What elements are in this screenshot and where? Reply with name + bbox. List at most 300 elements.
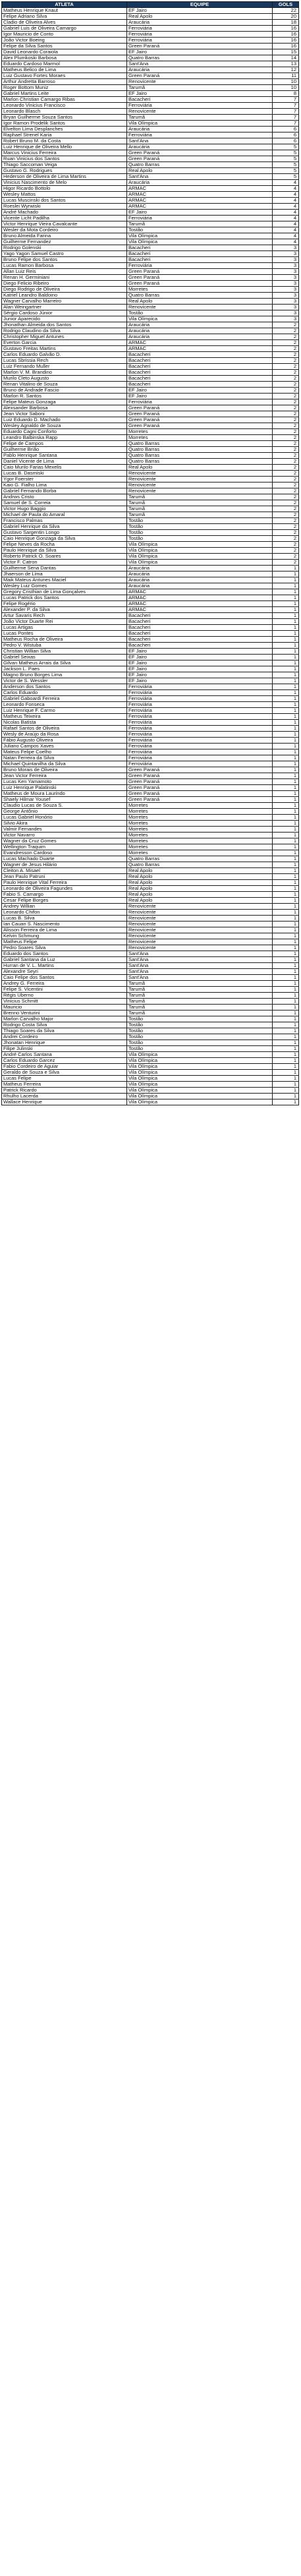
athlete-cell: João Victor Duarte Rei (2, 619, 127, 625)
athlete-cell: Wagner Carvalho Marreiro (2, 299, 127, 305)
team-cell: Renovicente (127, 945, 273, 951)
athlete-cell: Guilherme Sena Dantas (2, 566, 127, 571)
goals-cell: 4 (273, 221, 299, 227)
table-row (2, 316, 299, 322)
athlete-cell: Alex Plumkoski Barbosa (2, 55, 127, 61)
team-cell: Green Paraná (127, 791, 273, 797)
athlete-cell: Leonardo Vinicius Francisco (2, 103, 127, 109)
athlete-cell: Paulo Henrique Vital Ferreira (2, 880, 127, 886)
team-cell: Ferroviária (127, 714, 273, 720)
team-cell: Tarumã (127, 494, 273, 500)
table-row (2, 708, 299, 714)
table-row (2, 216, 299, 221)
athlete-cell: Carlos Eduardo Galvão D. (2, 352, 127, 358)
goals-cell: 3 (273, 316, 299, 322)
table-row (2, 471, 299, 477)
team-cell: Vila Olímpica (127, 560, 273, 566)
goals-cell: 7 (273, 109, 299, 115)
goals-cell: 1 (273, 951, 299, 957)
table-row (2, 14, 299, 20)
table-row (2, 364, 299, 370)
table-row (2, 91, 299, 97)
table-row (2, 1058, 299, 1064)
table-row (2, 67, 299, 73)
team-cell: Quatro Barras (127, 441, 273, 447)
athlete-cell: Wellington Traquim (2, 844, 127, 850)
team-cell: Vila Olímpica (127, 316, 273, 322)
team-cell: Tostão (127, 1016, 273, 1022)
athlete-cell: Allan Luiz Reis (2, 269, 127, 275)
goals-cell: 1 (273, 1005, 299, 1010)
table-row (2, 239, 299, 245)
athlete-cell: Bruno Morais de Oliveira (2, 767, 127, 773)
athlete-cell: Andrey Willian (2, 904, 127, 910)
team-cell: Real Apolo (127, 898, 273, 904)
table-row (2, 483, 299, 488)
goals-cell: 2 (273, 530, 299, 536)
team-cell: Bacacheri (127, 364, 273, 370)
athlete-cell: Bryan Guilherme Souza Santos (2, 115, 127, 121)
goals-cell: 3 (273, 299, 299, 305)
athlete-cell: Gabriel Gaboardi Ferreira (2, 696, 127, 702)
athlete-cell: Rhulho Lacerda (2, 1094, 127, 1099)
athlete-cell: Wagner de Jesus Hilário (2, 862, 127, 868)
goals-cell: 1 (273, 1088, 299, 1094)
goals-cell: 2 (273, 548, 299, 554)
goals-cell: 1 (273, 761, 299, 767)
athlete-cell: Yago Yagon Samuel Castro (2, 251, 127, 257)
table-row (2, 779, 299, 785)
athlete-cell: Christopher Miguel Antunes (2, 334, 127, 340)
table-row (2, 987, 299, 993)
team-cell: ARMAC (127, 346, 273, 352)
team-cell: Sant'Ana (127, 61, 273, 67)
team-cell: EF Jairo (127, 49, 273, 55)
athlete-cell: Jean Victor Saboni (2, 411, 127, 417)
table-row (2, 198, 299, 204)
top-scorers-table (1, 1, 299, 1105)
athlete-cell: Ygor Foerster (2, 477, 127, 483)
goals-cell: 3 (273, 293, 299, 299)
athlete-cell: Leandro Balbinska Rapp (2, 435, 127, 441)
athlete-cell: Lucas Gabriel Honório (2, 815, 127, 821)
table-row (2, 696, 299, 702)
athlete-cell: Rodrigo Golenski (2, 245, 127, 251)
team-cell: Renovicente (127, 79, 273, 85)
table-row (2, 358, 299, 364)
team-cell: Bacacheri (127, 358, 273, 364)
table-row (2, 287, 299, 293)
athlete-cell: Shaely Hilmar Yousef (2, 797, 127, 803)
goals-cell: 4 (273, 227, 299, 233)
team-cell: Araucária (127, 566, 273, 571)
table-row (2, 993, 299, 999)
table-row (2, 305, 299, 310)
goals-cell: 1 (273, 619, 299, 625)
athlete-cell: Alexsander Barbosa (2, 405, 127, 411)
table-row (2, 429, 299, 435)
goals-cell: 4 (273, 198, 299, 204)
athlete-cell: Felipe Rogério (2, 601, 127, 607)
table-row (2, 49, 299, 55)
goals-cell: 1 (273, 821, 299, 827)
table-row (2, 417, 299, 423)
athlete-cell: Guilherme Brião (2, 447, 127, 453)
goals-cell: 1 (273, 613, 299, 619)
team-cell: Real Apolo (127, 892, 273, 898)
table-row (2, 352, 299, 358)
goals-cell: 2 (273, 399, 299, 405)
goals-cell: 2 (273, 560, 299, 566)
goals-cell: 3 (273, 263, 299, 269)
team-cell: ARMAC (127, 601, 273, 607)
goals-cell: 1 (273, 690, 299, 696)
goals-cell: 2 (273, 512, 299, 518)
team-cell: Quatro Barras (127, 293, 273, 299)
goals-cell: 1 (273, 868, 299, 874)
team-cell: Morretes (127, 815, 273, 821)
table-row (2, 1064, 299, 1070)
table-row (2, 340, 299, 346)
team-cell: Sant'Ana (127, 951, 273, 957)
goals-cell: 1 (273, 791, 299, 797)
athlete-cell: Bruno Felipe dos Santos (2, 257, 127, 263)
goals-cell: 2 (273, 376, 299, 382)
athlete-cell: Silvio Akira (2, 821, 127, 827)
team-cell: Vila Olímpica (127, 1082, 273, 1088)
athlete-cell: André Carlos Santana (2, 1052, 127, 1058)
athlete-cell: Rodrigo Costa Silva (2, 1022, 127, 1028)
athlete-cell: Arthur Andretta Barroso (2, 79, 127, 85)
table-row (2, 459, 299, 465)
athlete-cell: Ruan Vinicius dos Santos (2, 156, 127, 162)
goals-cell: 2 (273, 447, 299, 453)
table-row (2, 749, 299, 755)
athlete-cell: Leonardo Fonseca (2, 702, 127, 708)
goals-cell: 3 (273, 287, 299, 293)
athlete-cell: Patrick Ricardo (2, 1088, 127, 1094)
team-cell: Tarumã (127, 512, 273, 518)
table-row (2, 251, 299, 257)
athlete-cell: Sérgio Cardoso Júnior (2, 310, 127, 316)
team-cell: Real Apolo (127, 880, 273, 886)
athlete-cell: Wesley Luiz Gomes (2, 583, 127, 589)
goals-cell: 4 (273, 233, 299, 239)
table-row (2, 441, 299, 447)
athlete-cell: Marlon R. Santos (2, 394, 127, 399)
team-cell: Morretes (127, 821, 273, 827)
goals-cell: 2 (273, 370, 299, 376)
goals-cell: 2 (273, 483, 299, 488)
goals-cell: 1 (273, 625, 299, 631)
goals-cell: 15 (273, 49, 299, 55)
goals-cell: 2 (273, 500, 299, 506)
athlete-cell: Jackson L. Paes (2, 666, 127, 672)
table-row (2, 518, 299, 524)
table-row (2, 334, 299, 340)
table-row (2, 1016, 299, 1022)
team-cell: Bacacheri (127, 370, 273, 376)
goals-cell: 22 (273, 8, 299, 14)
athlete-cell: Victor Navarro (2, 833, 127, 838)
goals-cell: 2 (273, 322, 299, 328)
team-cell: Green Paraná (127, 150, 273, 156)
athlete-cell: Jean Paulo Patruni (2, 874, 127, 880)
team-cell: Tostão (127, 310, 273, 316)
athlete-cell: Renan Vitalino de Souza (2, 382, 127, 388)
goals-cell: 1 (273, 566, 299, 571)
athlete-cell: Junior Aparecido (2, 316, 127, 322)
team-cell: Tarumã (127, 981, 273, 987)
table-row (2, 263, 299, 269)
goals-cell: 1 (273, 827, 299, 833)
athlete-cell: Francisco Palmas (2, 518, 127, 524)
team-cell: Morretes (127, 803, 273, 809)
athlete-cell: Kelvin Schmung (2, 933, 127, 939)
goals-cell: 1 (273, 975, 299, 981)
team-cell: Vila Olímpica (127, 554, 273, 560)
team-cell: Green Paraná (127, 779, 273, 785)
athlete-cell: Jhaerson de Lima (2, 571, 127, 577)
athlete-cell: Marlon Carvalho Major (2, 1016, 127, 1022)
goals-cell: 7 (273, 103, 299, 109)
table-row (2, 922, 299, 927)
team-cell: Real Apolo (127, 886, 273, 892)
table-row (2, 1028, 299, 1034)
goals-cell: 1 (273, 1016, 299, 1022)
athlete-cell: Gabriel Luis de Oliveira Camargo (2, 26, 127, 32)
goals-cell: 1 (273, 779, 299, 785)
goals-cell: 1 (273, 583, 299, 589)
goals-cell: 4 (273, 180, 299, 186)
goals-cell: 1 (273, 660, 299, 666)
table-row (2, 453, 299, 459)
goals-cell: 1 (273, 963, 299, 969)
table-row (2, 856, 299, 862)
athlete-cell: Samuel de S. Correia (2, 500, 127, 506)
athlete-cell: Régis Uberno (2, 993, 127, 999)
athlete-cell: David Leonardo Coraiola (2, 49, 127, 55)
team-cell: Bacacheri (127, 382, 273, 388)
table-row (2, 346, 299, 352)
table-row (2, 536, 299, 542)
table-row (2, 957, 299, 963)
team-cell: Ferroviária (127, 38, 273, 44)
goals-cell: 1 (273, 797, 299, 803)
athlete-cell: Igor Ramon Prodelik Santos (2, 121, 127, 127)
team-cell: Tostão (127, 536, 273, 542)
goals-cell: 2 (273, 554, 299, 560)
athlete-cell: Vinicius Schmitt (2, 999, 127, 1005)
team-cell: Green Paraná (127, 773, 273, 779)
athlete-cell: Gregory Cristhian de Lima Gonçalves (2, 589, 127, 595)
goals-cell: 1 (273, 666, 299, 672)
goals-cell: 2 (273, 364, 299, 370)
goals-cell: 1 (273, 850, 299, 856)
team-cell: Real Apolo (127, 14, 273, 20)
table-row (2, 886, 299, 892)
athlete-cell: Guilherme Fernandez (2, 239, 127, 245)
table-row (2, 613, 299, 619)
goals-cell: 1 (273, 1040, 299, 1046)
athlete-cell: Thiago Soares da Silva (2, 1028, 127, 1034)
goals-cell: 6 (273, 138, 299, 144)
goals-cell: 7 (273, 115, 299, 121)
goals-cell: 4 (273, 210, 299, 216)
table-row (2, 1070, 299, 1076)
table-row (2, 97, 299, 103)
table-row (2, 524, 299, 530)
team-cell: Araucária (127, 334, 273, 340)
table-row (2, 767, 299, 773)
goals-cell: 3 (273, 245, 299, 251)
goals-cell: 1 (273, 655, 299, 660)
athlete-cell: Geraldo de Souza e Silva (2, 1070, 127, 1076)
table-row (2, 26, 299, 32)
team-cell: Bacacheri (127, 613, 273, 619)
athlete-cell: Jhonatan Henrique (2, 1040, 127, 1046)
team-cell: Tarumã (127, 999, 273, 1005)
goals-cell: 1 (273, 1082, 299, 1088)
table-row (2, 85, 299, 91)
goals-cell: 1 (273, 678, 299, 684)
team-cell: Araucária (127, 20, 273, 26)
team-cell: Araucária (127, 67, 273, 73)
table-row (2, 465, 299, 471)
goals-cell: 3 (273, 310, 299, 316)
team-cell: EF Jairo (127, 394, 273, 399)
team-cell: EF Jairo (127, 660, 273, 666)
table-row (2, 951, 299, 957)
team-cell: Renovicente (127, 904, 273, 910)
athlete-cell: Jhonathan Almeida dos Santos (2, 322, 127, 328)
table-row (2, 1010, 299, 1016)
athlete-cell: Lucas Sbrissia Rech (2, 358, 127, 364)
table-row (2, 797, 299, 803)
goals-cell: 1 (273, 744, 299, 749)
team-cell: Sant'Ana (127, 975, 273, 981)
team-cell: Green Paraná (127, 269, 273, 275)
athlete-cell: Fabio Cordeiro de Aguiar (2, 1064, 127, 1070)
team-cell: Araucária (127, 180, 273, 186)
athlete-cell: Lucas Ramon Barbosa (2, 263, 127, 269)
goals-cell: 1 (273, 1052, 299, 1058)
table-row (2, 844, 299, 850)
team-cell: Renovicente (127, 922, 273, 927)
athlete-cell: Caio Felipe dos Santos (2, 975, 127, 981)
table-row (2, 910, 299, 916)
table-row (2, 862, 299, 868)
team-cell: Real Apolo (127, 868, 273, 874)
goals-cell: 1 (273, 601, 299, 607)
goals-cell: 1 (273, 933, 299, 939)
table-row (2, 1040, 299, 1046)
athlete-cell: Lucas Muscinski dos Santos (2, 198, 127, 204)
athlete-cell: Marlon Christian Camargo Ribas (2, 97, 127, 103)
goals-cell: 2 (273, 441, 299, 447)
team-cell: Tostão (127, 1028, 273, 1034)
table-row (2, 643, 299, 649)
table-row (2, 904, 299, 910)
athlete-cell: Vinicius Nascimento de Melo (2, 180, 127, 186)
table-row (2, 233, 299, 239)
team-cell: Vila Olímpica (127, 1052, 273, 1058)
table-row (2, 566, 299, 571)
athlete-cell: Alexander P. da Silva (2, 607, 127, 613)
goals-cell: 2 (273, 494, 299, 500)
table-row (2, 79, 299, 85)
goals-cell: 5 (273, 174, 299, 180)
table-row (2, 548, 299, 554)
table-row (2, 1088, 299, 1094)
athlete-cell: Lucas Felipe (2, 1076, 127, 1082)
team-cell: Tostão (127, 227, 273, 233)
table-row (2, 660, 299, 666)
team-cell: Vila Olímpica (127, 121, 273, 127)
athlete-cell: Felipe Adriano Silva (2, 14, 127, 20)
team-cell: Sant'Ana (127, 174, 273, 180)
table-row (2, 720, 299, 726)
table-row (2, 916, 299, 922)
column-header-athlete: ATLETA (2, 2, 127, 8)
athlete-cell: Felipe da Silva Santos (2, 44, 127, 49)
goals-cell: 10 (273, 79, 299, 85)
goals-cell: 1 (273, 999, 299, 1005)
goals-cell: 2 (273, 417, 299, 423)
table-row (2, 269, 299, 275)
table-row (2, 601, 299, 607)
goals-cell: 10 (273, 85, 299, 91)
team-cell: Araucária (127, 328, 273, 334)
table-row (2, 815, 299, 821)
table-row (2, 933, 299, 939)
team-cell: Vila Olímpica (127, 1088, 273, 1094)
goals-cell: 12 (273, 67, 299, 73)
athlete-cell: Fábio Augusto Oliveira (2, 738, 127, 744)
goals-cell: 1 (273, 643, 299, 649)
team-cell: Bacacheri (127, 97, 273, 103)
team-cell: Morretes (127, 833, 273, 838)
goals-cell: 1 (273, 939, 299, 945)
team-cell: Renovicente (127, 109, 273, 115)
athlete-cell: Mateus Felipe Coelho (2, 749, 127, 755)
team-cell: Green Paraná (127, 73, 273, 79)
goals-cell: 2 (273, 382, 299, 388)
goals-cell: 2 (273, 453, 299, 459)
table-row (2, 388, 299, 394)
athlete-cell: Artur Savaris Rech (2, 613, 127, 619)
athlete-cell: Victor Hugo Baggio (2, 506, 127, 512)
table-row (2, 637, 299, 643)
athlete-cell: Paulo Henrique da Silva (2, 548, 127, 554)
team-cell: Ferroviária (127, 103, 273, 109)
team-cell: Real Apolo (127, 465, 273, 471)
athlete-cell: Valmir Fernandes (2, 827, 127, 833)
athlete-cell: Bruno de Andrade Fascio (2, 388, 127, 394)
table-row (2, 560, 299, 566)
team-cell: Tarumã (127, 85, 273, 91)
table-row (2, 322, 299, 328)
athlete-cell: Alexandre Seyri (2, 969, 127, 975)
athlete-cell: Katriel Leandro Baldoino (2, 293, 127, 299)
goals-cell: 1 (273, 684, 299, 690)
goals-cell: 1 (273, 672, 299, 678)
table-row (2, 44, 299, 49)
table-row (2, 655, 299, 660)
table-row (2, 370, 299, 376)
team-cell: Green Paraná (127, 405, 273, 411)
athlete-cell: Luiz Henrique F. Carmo (2, 708, 127, 714)
